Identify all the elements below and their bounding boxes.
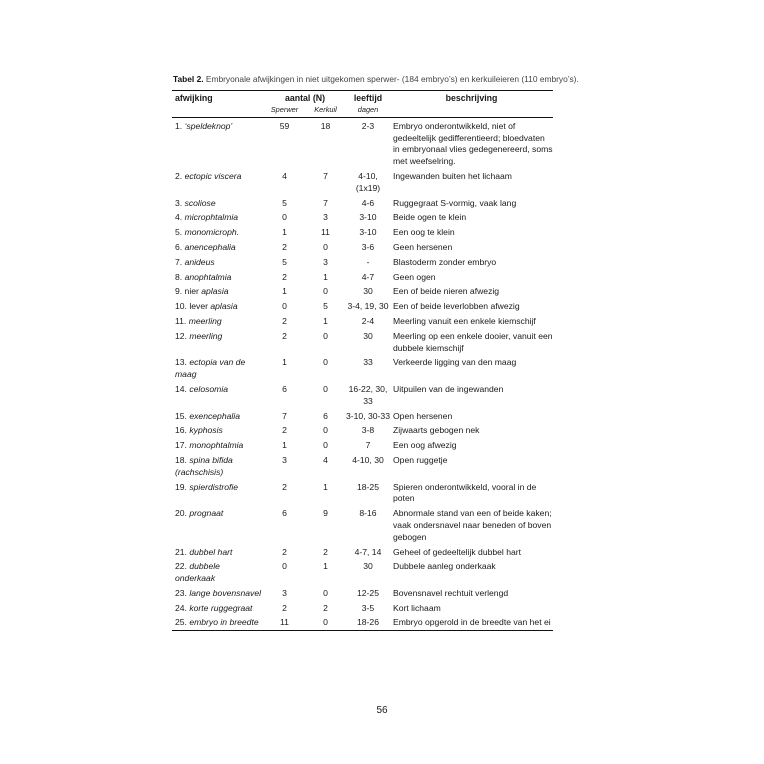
afwijking-name: embryo in breedte — [189, 617, 259, 628]
afwijking-name: kyphosis — [189, 425, 223, 436]
cell-kerkuil: 6 — [323, 410, 328, 421]
cell-leeftijd: 3-10, 30-33 — [346, 410, 390, 421]
cell-beschrijving: Ruggegraat S-vormig, vaak lang — [393, 197, 517, 208]
cell-sperwer: 4 — [282, 170, 287, 181]
cell-afwijking — [172, 585, 264, 600]
cell-leeftijd: 33 — [363, 357, 373, 368]
cell-leeftijd: 4-7, 14 — [354, 546, 382, 557]
afwijking-name: anencephalia — [184, 241, 236, 252]
cell-kerkuil: 1 — [323, 481, 328, 492]
cell-afwijking — [172, 544, 264, 559]
afwijking-number: 24. — [175, 602, 190, 613]
cell-beschrijving: Geen hersenen — [393, 241, 453, 252]
cell-afwijking — [172, 328, 264, 355]
afwijking-name: spina bifida (rachschisis) — [175, 454, 233, 477]
cell-beschrijving: Abnormale stand van een of beide kaken; vaak ondersnavel naar beneden of boven gebogen — [393, 508, 552, 542]
cell-kerkuil: 9 — [323, 508, 328, 519]
cell-kerkuil: 0 — [323, 330, 328, 341]
cell-leeftijd: 3-10 — [359, 227, 377, 238]
header-aantal: aantal (N) — [264, 91, 346, 105]
cell-kerkuil: 1 — [323, 315, 328, 326]
cell-afwijking — [172, 381, 264, 408]
afwijking-number: 1. — [175, 120, 185, 131]
cell-beschrijving: Geen ogen — [393, 271, 436, 282]
cell-kerkuil: 11 — [321, 227, 330, 238]
cell-kerkuil: 1 — [323, 561, 328, 572]
cell-kerkuil: 7 — [323, 170, 328, 181]
cell-kerkuil: 18 — [320, 120, 331, 131]
cell-leeftijd: - — [366, 256, 370, 267]
table-row — [172, 437, 553, 452]
cell-kerkuil: 7 — [323, 197, 328, 208]
subheader-empty-desc — [390, 105, 553, 118]
cell-beschrijving: Een oog te klein — [393, 227, 455, 238]
cell-leeftijd: 3-8 — [361, 425, 375, 436]
cell-afwijking — [172, 269, 264, 284]
cell-afwijking — [172, 117, 264, 168]
cell-afwijking — [172, 224, 264, 239]
subheader-dagen: dagen — [346, 105, 390, 118]
cell-leeftijd: 30 — [363, 286, 373, 297]
cell-kerkuil: 5 — [323, 301, 328, 312]
cell-afwijking — [172, 195, 264, 210]
cell-beschrijving: Open hersenen — [393, 410, 453, 421]
cell-sperwer: 6 — [282, 383, 287, 394]
cell-beschrijving: Een of beide nieren afwezig — [393, 286, 500, 297]
cell-beschrijving: Beide ogen te klein — [393, 212, 467, 223]
cell-afwijking — [172, 452, 264, 479]
table-row — [172, 239, 553, 254]
afwijking-number: 4. — [175, 212, 185, 223]
afwijking-number: 9. nier — [175, 286, 202, 297]
table-row — [172, 558, 553, 585]
table-row — [172, 254, 553, 269]
cell-sperwer: 2 — [282, 425, 287, 436]
cell-sperwer: 11 — [264, 614, 305, 630]
afwijking-number: 12. — [175, 330, 190, 341]
cell-beschrijving: Een oog afwezig — [393, 440, 457, 451]
cell-beschrijving: Embryo opgerold in de breedte van het ei — [390, 614, 553, 630]
cell-afwijking — [172, 209, 264, 224]
afwijking-name: monomicroph. — [184, 227, 240, 238]
afwijking-number: 23. — [175, 587, 190, 598]
cell-beschrijving: Kort lichaam — [393, 602, 441, 613]
afwijking-name: lange bovensnavel — [189, 587, 262, 598]
afwijking-name: monophtalmia — [189, 440, 244, 451]
cell-sperwer: 2 — [282, 315, 287, 326]
afwijking-name: scoliose — [184, 197, 216, 208]
cell-sperwer: 0 — [282, 561, 287, 572]
cell-leeftijd: 4-10, (1x19) — [355, 170, 381, 193]
cell-kerkuil: 3 — [323, 256, 328, 267]
cell-sperwer: 2 — [282, 241, 287, 252]
afwijking-name: aplasia — [210, 301, 238, 312]
afwijking-name: anophtalmia — [184, 271, 232, 282]
cell-afwijking — [172, 408, 264, 423]
afwijking-number: 15. — [175, 410, 190, 421]
afwijking-name: ectopia van de maag — [175, 357, 246, 380]
caption-text: Embryonale afwijkingen in niet uitgekomen sperwer- (184 embryo’s) en kerkuileieren (110 embryo’s). — [203, 74, 579, 84]
cell-kerkuil: 0 — [323, 383, 328, 394]
table-caption — [173, 74, 623, 85]
anomalies-table — [172, 90, 553, 631]
afwijking-number: 19. — [175, 481, 190, 492]
cell-kerkuil: 0 — [305, 614, 346, 630]
cell-leeftijd: 4-7 — [361, 271, 375, 282]
cell-kerkuil: 0 — [323, 425, 328, 436]
cell-sperwer: 2 — [282, 602, 287, 613]
cell-afwijking — [172, 437, 264, 452]
table-row — [172, 408, 553, 423]
cell-leeftijd: 4-6 — [361, 197, 375, 208]
afwijking-name: korte ruggegraat — [189, 602, 253, 613]
cell-kerkuil: 0 — [323, 440, 328, 451]
cell-leeftijd: 7 — [365, 440, 371, 451]
cell-afwijking — [172, 283, 264, 298]
cell-leeftijd: 2-4 — [361, 315, 375, 326]
cell-beschrijving: Blastoderm zonder embryo — [393, 256, 497, 267]
cell-sperwer: 1 — [282, 440, 287, 451]
afwijking-number: 3. — [175, 197, 185, 208]
cell-leeftijd: 30 — [363, 561, 373, 572]
cell-beschrijving: Bovensnavel rechtuit verlengd — [393, 587, 509, 598]
cell-beschrijving: Ingewanden buiten het lichaam — [393, 170, 512, 181]
cell-sperwer: 5 — [282, 197, 287, 208]
cell-kerkuil: 3 — [323, 212, 328, 223]
cell-leeftijd: 18-26 — [346, 614, 390, 630]
table-row — [172, 224, 553, 239]
cell-beschrijving: Dubbele aanleg onderkaak — [393, 561, 496, 572]
cell-kerkuil: 1 — [323, 271, 328, 282]
afwijking-name: anideus — [184, 256, 215, 267]
cell-sperwer: 2 — [282, 481, 287, 492]
cell-sperwer: 59 — [279, 120, 290, 131]
afwijking-name: ‘speldeknop’ — [184, 120, 233, 131]
cell-beschrijving: Meerling op een enkele dooier, vanuit een dubbele kiemschijf — [393, 330, 553, 353]
cell-afwijking — [172, 558, 264, 585]
cell-kerkuil: 2 — [323, 602, 328, 613]
afwijking-number: 16. — [175, 425, 190, 436]
cell-kerkuil: 0 — [323, 587, 328, 598]
cell-beschrijving: Spieren onderontwikkeld, vooral in de poten — [393, 481, 537, 504]
cell-sperwer: 3 — [282, 587, 287, 598]
cell-afwijking — [172, 298, 264, 313]
cell-sperwer: 3 — [282, 454, 287, 465]
cell-leeftijd: 3-4, 19, 30 — [347, 301, 389, 312]
cell-sperwer: 2 — [282, 271, 287, 282]
cell-beschrijving: Embryo onderontwikkeld, niet of gedeeltelijk gedifferentieerd; bloedvaten in embryonaal vlies gedegenereerd, soms met weefselring. — [393, 120, 553, 167]
cell-kerkuil: 4 — [323, 454, 328, 465]
cell-afwijking — [172, 479, 264, 506]
table-row — [172, 614, 553, 630]
afwijking-number: 2. — [175, 170, 185, 181]
subheader-sperwer: Sperwer — [264, 105, 305, 118]
table-row — [172, 422, 553, 437]
header-leeftijd: leeftijd — [346, 91, 390, 105]
afwijking-name: ectopic viscera — [184, 170, 242, 181]
cell-leeftijd: 3-10 — [359, 212, 377, 223]
cell-leeftijd: 12-25 — [357, 587, 379, 598]
cell-beschrijving: Verkeerde ligging van den maag — [393, 357, 517, 368]
afwijking-number: 20. — [175, 508, 190, 519]
table-row — [172, 354, 553, 381]
table-row — [172, 479, 553, 506]
cell-afwijking — [172, 168, 264, 195]
afwijking-number: 8. — [175, 271, 185, 282]
cell-beschrijving: Zijwaarts gebogen nek — [393, 425, 480, 436]
cell-sperwer: 0 — [282, 301, 287, 312]
cell-afwijking — [172, 313, 264, 328]
afwijking-number: 10. lever — [175, 301, 211, 312]
cell-sperwer: 1 — [282, 286, 287, 297]
table-row — [172, 283, 553, 298]
cell-sperwer: 0 — [282, 212, 287, 223]
afwijking-name: exencephalia — [189, 410, 240, 421]
cell-afwijking — [172, 600, 264, 615]
table-row — [172, 313, 553, 328]
afwijking-name: meerling — [188, 315, 222, 326]
table-row — [172, 544, 553, 559]
cell-kerkuil: 0 — [323, 241, 328, 252]
cell-afwijking — [172, 239, 264, 254]
cell-beschrijving: Meerling vanuit een enkele kiemschijf — [393, 315, 536, 326]
cell-kerkuil: 2 — [323, 546, 328, 557]
cell-kerkuil: 0 — [323, 357, 328, 368]
table-row — [172, 269, 553, 284]
table-body — [172, 117, 553, 630]
table-row — [172, 328, 553, 355]
cell-beschrijving: Een of beide leverlobben afwezig — [393, 301, 520, 312]
cell-leeftijd: 30 — [363, 330, 373, 341]
cell-sperwer: 2 — [282, 330, 287, 341]
header-beschrijving: beschrijving — [390, 91, 553, 105]
cell-beschrijving: Geheel of gedeeltelijk dubbel hart — [393, 546, 522, 557]
afwijking-number: 25. — [175, 617, 190, 628]
table-row — [172, 600, 553, 615]
cell-sperwer: 6 — [282, 508, 287, 519]
table-row — [172, 585, 553, 600]
cell-afwijking — [172, 254, 264, 269]
afwijking-number: 6. — [175, 241, 185, 252]
afwijking-name: dubbel hart — [189, 546, 233, 557]
cell-afwijking — [172, 354, 264, 381]
cell-sperwer: 2 — [282, 546, 287, 557]
afwijking-number: 11. — [175, 315, 189, 326]
cell-leeftijd: 16-22, 30, 33 — [348, 383, 388, 406]
table-row — [172, 381, 553, 408]
afwijking-name: meerling — [189, 330, 223, 341]
cell-leeftijd: 18-25 — [357, 481, 379, 492]
afwijking-number: 14. — [175, 383, 190, 394]
cell-beschrijving: Uitpuilen van de ingewanden — [393, 383, 504, 394]
afwijking-name: prognaat — [189, 508, 224, 519]
subheader-kerkuil: Kerkuil — [305, 105, 346, 118]
table-row — [172, 505, 553, 543]
table-row — [172, 195, 553, 210]
cell-leeftijd: 3-6 — [361, 241, 375, 252]
afwijking-name: aplasia — [201, 286, 229, 297]
afwijking-number: 5. — [175, 227, 185, 238]
cell-beschrijving: Open ruggetje — [393, 454, 448, 465]
afwijking-number: 13. — [175, 357, 190, 368]
cell-kerkuil: 0 — [323, 286, 328, 297]
cell-leeftijd: 2-3 — [361, 120, 375, 131]
table-row — [172, 117, 553, 168]
cell-sperwer: 7 — [282, 410, 287, 421]
cell-sperwer: 5 — [282, 256, 287, 267]
cell-leeftijd: 8-16 — [359, 508, 377, 519]
table-row — [172, 452, 553, 479]
afwijking-name: microphtalmia — [184, 212, 239, 223]
afwijking-name: dubbele onderkaak — [175, 561, 220, 584]
afwijking-number: 7. — [175, 256, 185, 267]
page-number: 56 — [376, 705, 388, 716]
afwijking-number: 21. — [175, 546, 190, 557]
afwijking-number: 17. — [175, 440, 190, 451]
table-row — [172, 168, 553, 195]
table-row — [172, 298, 553, 313]
cell-afwijking — [172, 614, 264, 630]
cell-leeftijd: 4-10, 30 — [352, 454, 384, 465]
cell-sperwer: 1 — [282, 357, 287, 368]
cell-sperwer: 1 — [282, 227, 287, 238]
header-afwijking: afwijking — [172, 91, 264, 105]
table-row — [172, 209, 553, 224]
afwijking-number: 18. — [175, 454, 190, 465]
cell-afwijking — [172, 505, 264, 543]
subheader-empty — [172, 105, 264, 118]
afwijking-name: spierdistrofie — [189, 481, 239, 492]
cell-afwijking — [172, 422, 264, 437]
afwijking-number: 22. — [175, 561, 190, 572]
afwijking-name: celosomia — [189, 383, 229, 394]
cell-leeftijd: 3-5 — [361, 602, 375, 613]
caption-label: Tabel 2. — [173, 74, 204, 84]
